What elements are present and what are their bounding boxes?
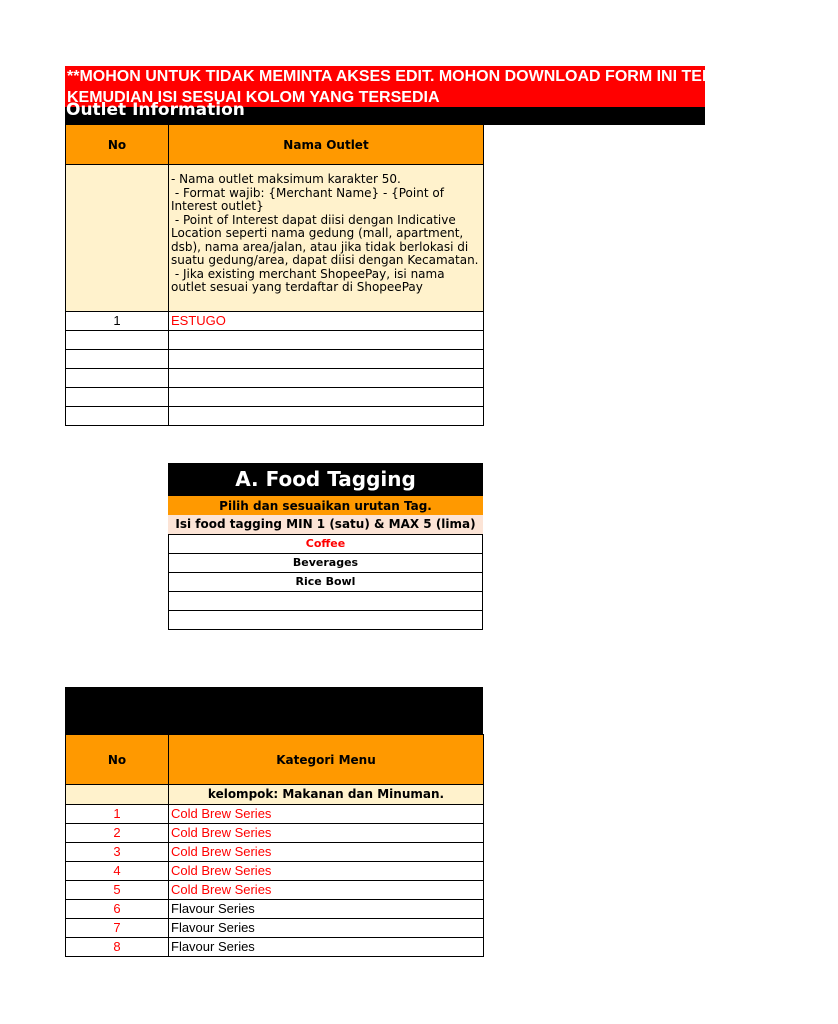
outlet-col-no-header: No — [66, 125, 169, 165]
outlet-row-3-no[interactable] — [66, 350, 169, 369]
food-tag-3[interactable]: Rice Bowl — [169, 573, 483, 592]
menu-category-table — [65, 734, 484, 957]
menu-row-4-no[interactable]: 4 — [66, 862, 169, 881]
outlet-row-4-no[interactable] — [66, 369, 169, 388]
menu-row-5-category[interactable]: Cold Brew Series — [169, 881, 484, 900]
menu-col-category-header: Kategori Menu — [169, 735, 484, 785]
menu-row-1-no[interactable]: 1 — [66, 805, 169, 824]
menu-row-8-no[interactable]: 8 — [66, 938, 169, 957]
menu-row-2-category[interactable]: Cold Brew Series — [169, 824, 484, 843]
outlet-instruction-1: - Nama outlet maksimum karakter 50. — [171, 172, 401, 186]
warning-banner-line1: **MOHON UNTUK TIDAK MEMINTA AKSES EDIT. MOHON DOWNLOAD FORM INI TERLEBIH DAHULU, — [67, 68, 838, 85]
menu-row-2-no[interactable]: 2 — [66, 824, 169, 843]
food-tag-2[interactable]: Beverages — [169, 554, 483, 573]
food-tag-5[interactable] — [169, 611, 483, 630]
outlet-row-2-name[interactable] — [169, 331, 484, 350]
outlet-row-1-name[interactable]: ESTUGO — [169, 312, 484, 331]
outlet-section-title: Outlet Information — [66, 100, 245, 120]
outlet-row-1-no[interactable]: 1 — [66, 312, 169, 331]
menu-section-bar — [65, 687, 483, 735]
food-tagging-instruction-order: Pilih dan sesuaikan urutan Tag. — [168, 496, 483, 515]
outlet-row-2-no[interactable] — [66, 331, 169, 350]
menu-row-1-category[interactable]: Cold Brew Series — [169, 805, 484, 824]
food-tagging-instruction-limit: Isi food tagging MIN 1 (satu) & MAX 5 (lima) — [168, 515, 483, 534]
outlet-row-6-no[interactable] — [66, 407, 169, 426]
menu-row-5-no[interactable]: 5 — [66, 881, 169, 900]
outlet-instruction-2: - Format wajib: {Merchant Name} - {Point of Interest outlet} — [171, 185, 448, 213]
warning-banner-line2: KEMUDIAN ISI SESUAI KOLOM YANG TERSEDIA — [65, 87, 705, 107]
outlet-row-3-name[interactable] — [169, 350, 484, 369]
menu-row-3-category[interactable]: Cold Brew Series — [169, 843, 484, 862]
menu-row-4-category[interactable]: Cold Brew Series — [169, 862, 484, 881]
menu-category-note: kelompok: Makanan dan Minuman. — [169, 785, 484, 805]
outlet-table — [65, 124, 484, 426]
outlet-instruction-4: - Jika existing merchant ShopeePay, isi nama outlet sesuai yang terdaftar di ShopeePay — [171, 266, 449, 294]
outlet-section-bar — [65, 100, 705, 125]
food-tagging-table — [168, 534, 483, 630]
outlet-instructions — [169, 165, 484, 312]
outlet-row-4-name[interactable] — [169, 369, 484, 388]
menu-row-3-no[interactable]: 3 — [66, 843, 169, 862]
outlet-row-6-name[interactable] — [169, 407, 484, 426]
menu-row-6-category[interactable]: Flavour Series — [169, 900, 484, 919]
menu-col-no-header: No — [66, 735, 169, 785]
menu-row-7-category[interactable]: Flavour Series — [169, 919, 484, 938]
outlet-instruction-3: - Point of Interest dapat diisi dengan Indicative Location seperti nama gedung (mall, apartment, dsb), nama area/jalan, atau jika tidak berlokasi di suatu gedung/area, dapat diisi dengan Kecamatan. — [171, 212, 479, 267]
menu-row-6-no[interactable]: 6 — [66, 900, 169, 919]
menu-row-7-no[interactable]: 7 — [66, 919, 169, 938]
menu-row-8-category[interactable]: Flavour Series — [169, 938, 484, 957]
outlet-row-5-no[interactable] — [66, 388, 169, 407]
outlet-row-5-name[interactable] — [169, 388, 484, 407]
menu-note-empty — [66, 785, 169, 805]
food-tag-1[interactable]: Coffee — [169, 535, 483, 554]
outlet-note-empty — [66, 165, 169, 312]
food-tag-4[interactable] — [169, 592, 483, 611]
food-tagging-title: A. Food Tagging — [168, 463, 483, 496]
outlet-col-name-header: Nama Outlet — [169, 125, 484, 165]
